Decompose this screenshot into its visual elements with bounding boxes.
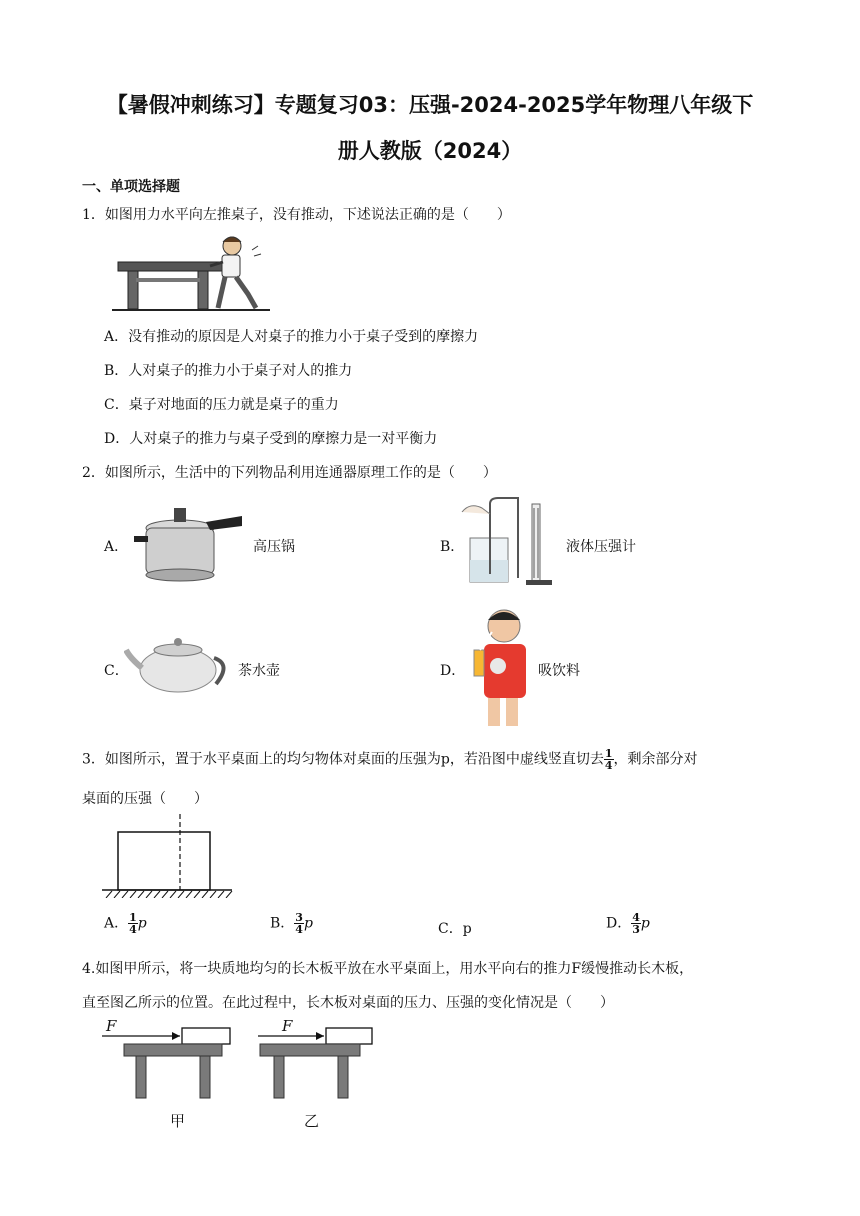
liquid-manometer-image xyxy=(460,494,560,590)
q4-figure-yi xyxy=(254,1018,374,1104)
q3-option-c-text: p xyxy=(462,921,472,937)
q3-option-d-fraction xyxy=(631,912,641,935)
q3-frac-den: 4 xyxy=(604,759,613,772)
q2-stem: 2．如图所示，生活中的下列物品利用连通器原理工作的是（ ） xyxy=(82,465,497,481)
q3-stem-line1 xyxy=(82,748,698,771)
q1-figure-push-table xyxy=(110,232,280,314)
q3-option-d-var: p xyxy=(640,915,650,932)
q1-stem: 1．如图用力水平向左推桌子，没有推动，下述说法正确的是（ ） xyxy=(82,207,511,223)
q4-force-label-yi: F xyxy=(282,1017,293,1035)
q3-stem-text-before: 3．如图所示，置于水平桌面上的均匀物体对桌面的压强为p，若沿图中虚线竖直切去 xyxy=(82,751,604,768)
pressure-cooker-image xyxy=(130,498,245,584)
q3-stem-text-after: ，剩余部分对 xyxy=(613,751,698,768)
q2-option-b-caption: 液体压强计 xyxy=(566,539,636,555)
q3-option-a-den: 4 xyxy=(129,923,137,936)
q3-option-b-fraction xyxy=(294,912,304,935)
q4-figure-jia xyxy=(98,1018,238,1104)
q2-option-c-caption: 茶水壶 xyxy=(238,663,280,679)
q2-option-b-letter: B． xyxy=(440,539,465,555)
q3-option-d-num: 4 xyxy=(632,911,640,924)
q3-option-c xyxy=(438,918,472,938)
q3-figure-block xyxy=(98,812,238,898)
q3-option-b-letter: B． xyxy=(270,915,295,932)
q2-option-c-letter: C． xyxy=(104,663,129,679)
q4-label-jia: 甲 xyxy=(170,1112,186,1130)
q3-option-b-num: 3 xyxy=(295,911,303,924)
q1-option-d: D．人对桌子的推力与桌子受到的摩擦力是一对平衡力 xyxy=(104,431,438,447)
q4-force-label-jia: F xyxy=(106,1017,117,1035)
q3-stem-fraction xyxy=(604,748,614,771)
q3-option-c-letter: C． xyxy=(438,921,463,937)
q4-label-yi: 乙 xyxy=(304,1112,320,1130)
q3-option-a xyxy=(104,912,147,935)
teapot-image xyxy=(124,628,239,704)
q4-stem-line2: 直至图乙所示的位置。在此过程中，长木板对桌面的压力、压强的变化情况是（ ） xyxy=(82,995,614,1011)
q1-option-b: B．人对桌子的推力小于桌子对人的推力 xyxy=(104,363,353,379)
page-title-line1: 【暑假冲刺练习】专题复习03：压强-2024-2025学年物理八年级下 xyxy=(106,93,754,117)
q3-option-b xyxy=(270,912,313,935)
q3-option-a-fraction xyxy=(128,912,138,935)
section-heading: 一、单项选择题 xyxy=(82,179,180,195)
page-title-line2: 册人教版（2024） xyxy=(337,139,523,163)
q3-option-d xyxy=(606,912,650,935)
q2-option-d-caption: 吸饮料 xyxy=(538,663,580,679)
q3-option-a-var: p xyxy=(137,915,147,932)
q3-option-a-num: 1 xyxy=(129,911,137,924)
child-drinking-image xyxy=(468,604,534,728)
q3-option-d-letter: D． xyxy=(606,915,632,932)
q3-option-b-den: 4 xyxy=(295,923,303,936)
q2-option-a-caption: 高压锅 xyxy=(253,539,295,555)
q3-frac-num: 1 xyxy=(604,747,613,760)
q2-option-a-letter: A． xyxy=(104,539,129,555)
q4-stem-line1: 4.如图甲所示，将一块质地均匀的长木板平放在水平桌面上，用水平向右的推力F缓慢推动长木板， xyxy=(82,961,694,977)
q1-option-c: C．桌子对地面的压力就是桌子的重力 xyxy=(104,397,339,413)
q1-option-a: A．没有推动的原因是人对桌子的推力小于桌子受到的摩擦力 xyxy=(104,329,479,345)
q3-option-b-var: p xyxy=(303,915,313,932)
q2-option-d-letter: D． xyxy=(440,663,466,679)
q3-option-d-den: 3 xyxy=(632,923,640,936)
q3-option-a-letter: A． xyxy=(104,915,129,932)
q3-stem-line2: 桌面的压强（ ） xyxy=(82,791,208,807)
